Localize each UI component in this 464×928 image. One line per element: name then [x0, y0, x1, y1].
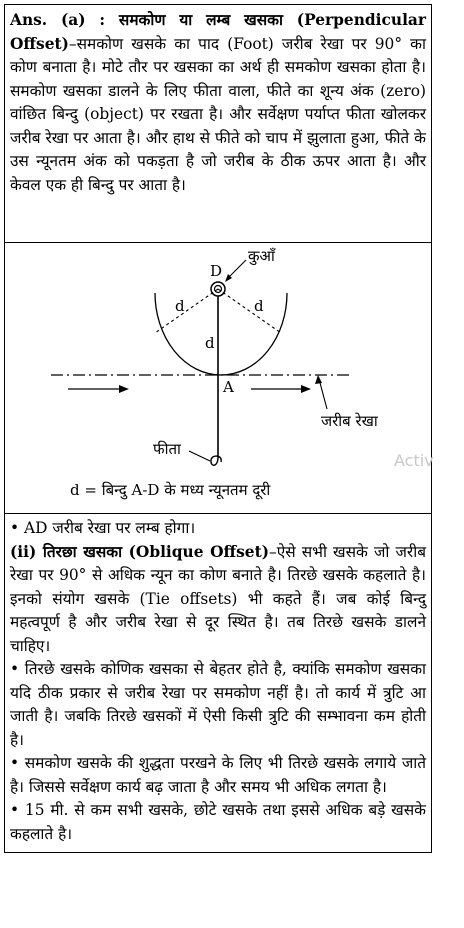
- perpendicular-offset-section: [5, 5, 431, 243]
- offset-diagram-svg: [5, 243, 431, 513]
- oblique-offset-title: (ii) तिरछा खसका (Oblique Offset): [10, 542, 269, 561]
- label-chain-line: जरीब रेखा: [321, 412, 378, 430]
- bullet-oblique-better: • तिरछे खसके कोणिक खसका से बेहतर होते है, क्यांकि समकोण खसका यदि ठीक प्रकार से जरीब रेखा पर समकोण नहीं है। तो कार्य में त्रुटि आ जाती है। जबकि तिरछे खसकों में ऐसी किसी त्रुटि की सम्भावना कम होती है।: [10, 660, 426, 749]
- figure-caption: d = बिन्दु A-D के मध्य न्यूनतम दूरी: [70, 481, 271, 499]
- perpendicular-offset-text: –समकोण खसके का पाद (Foot) जरीब रेखा पर 90° का कोण बनाता है। मोटे तौर पर खसका का अर्थ ही समकोण खसका होता है। समकोण खसका डालने के लिए फीता वाला, फीते का शून्य अंक (zero) वांछित बिन्दु (object) पर रखता है। और सर्वेक्षण पर्याप्त फीता खोलकर जरीब रेखा पर आता है। और हाथ से फीते को चाप में झुलाता हुआ, फीते के उस न्यूनतम अंक को पकड़ता है जो जरीब के ठीक ऊपर आता है। और केवल एक ही बिन्दु पर आता है।: [10, 34, 426, 194]
- label-well: कुआँ: [248, 247, 275, 265]
- bullet-offset-length: • 15 मी. से कम सभी खसके, छोटे खसके तथा इससे अधिक बड़े खसके कहलाते है।: [10, 801, 426, 843]
- label-d-center: d: [205, 334, 215, 352]
- offset-diagram: [5, 243, 431, 513]
- answer-frame: [4, 4, 432, 853]
- oblique-offset-paragraph: [10, 541, 426, 659]
- tape-curl: [211, 456, 221, 465]
- chain-line-pointer: [319, 379, 327, 409]
- radius-right: [218, 289, 281, 333]
- label-point-d: D: [210, 262, 223, 280]
- perpendicular-offset-paragraph: [10, 9, 426, 197]
- oblique-offset-section: [5, 513, 431, 852]
- bullet-accuracy-check: • समकोण खसके की शुद्धता परखने के लिए भी तिरछे खसके लगाये जाते है। जिससे सर्वेक्षण कार्य बढ़ जाता है और समय भी अधिक लगता है।: [10, 754, 426, 796]
- label-d-right: d: [254, 297, 264, 315]
- label-point-a: A: [223, 378, 234, 396]
- label-tape: फीता: [153, 440, 181, 458]
- label-d-left: d: [175, 297, 185, 315]
- chain-line-pointer-head: [315, 375, 322, 384]
- oblique-offset-text: –ऐसे सभी खसके जो जरीब रेखा पर 90° से अधिक न्यून का कोण बनाते है। तिरछे खसके कहलाते है। इनको संयोग खसके (Tie offsets) भी कहते हैं। जब कोई बिन्दु महत्वपूर्ण है और जरीब रेखा से दूर स्थित है। तब तिरछे खसके डालने चाहिए।: [10, 542, 426, 655]
- tape-pointer: [189, 451, 210, 461]
- bullet-ad-perpendicular: • AD जरीब रेखा पर लम्ब होगा।: [10, 519, 196, 537]
- direction-arrow-left-head: [119, 385, 129, 393]
- answer-heading: Ans. (a) : समकोण या लम्ब खसका (Perpendicular Offset): [10, 11, 426, 53]
- radius-left: [155, 289, 218, 333]
- direction-arrow-right-head: [301, 385, 311, 393]
- activation-watermark: Activ: [394, 451, 434, 470]
